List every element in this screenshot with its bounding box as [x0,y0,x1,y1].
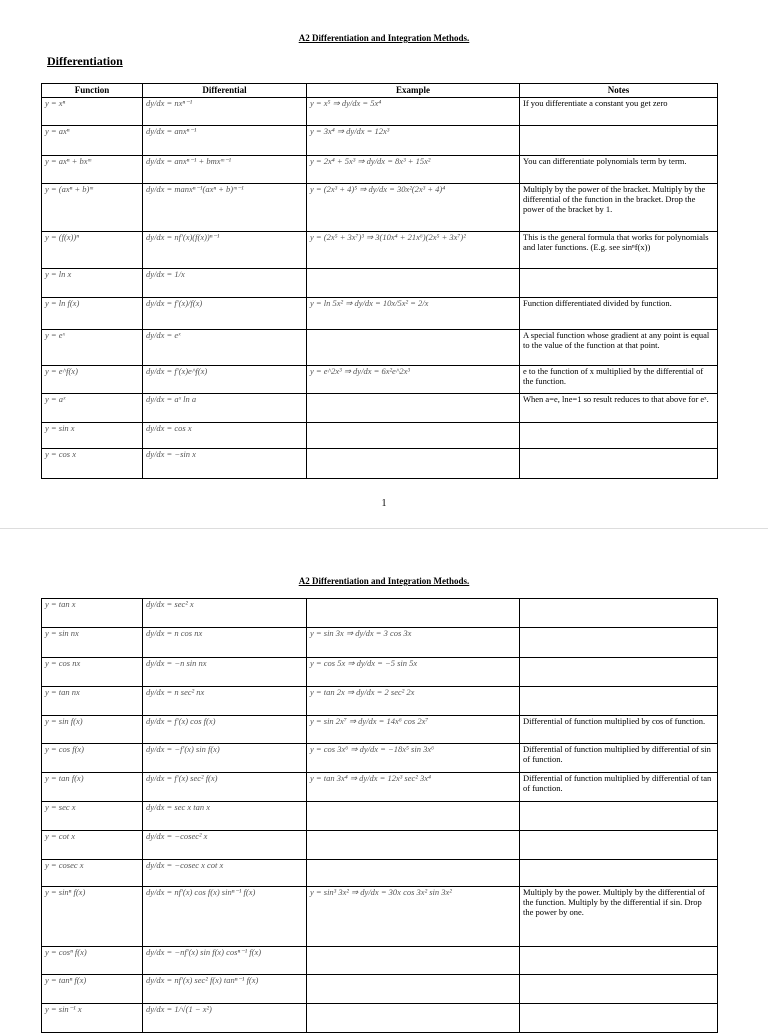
notes-cell: This is the general formula that works for polynomials and later functions. (E.g. see sinⁿf(x)) [520,232,718,269]
example-cell [307,449,520,479]
differential-cell: dy/dx = anxⁿ⁻¹ + bmxᵐ⁻¹ [143,156,307,184]
example-cell: y = e^2x³ ⇒ dy/dx = 6x²e^2x³ [307,366,520,394]
differentiation-table-continued [41,598,718,1033]
table-row [42,423,718,449]
table-row [42,947,718,975]
differential-cell: dy/dx = nxⁿ⁻¹ [143,98,307,126]
example-cell [307,860,520,887]
differential-cell: dy/dx = 1/√(1 − x²) [143,1004,307,1033]
column-header-notes: Notes [520,84,718,98]
example-cell [307,330,520,366]
function-cell: y = sin nx [42,628,143,658]
table-row [42,599,718,628]
example-cell: y = (2x³ + 4)⁵ ⇒ dy/dx = 30x²(2x³ + 4)⁴ [307,184,520,232]
table-row [42,628,718,658]
notes-cell [520,658,718,687]
table-row [42,658,718,687]
function-cell: y = cot x [42,831,143,860]
example-cell: y = sin³ 3x² ⇒ dy/dx = 30x cos 3x² sin 3x² [307,887,520,947]
differential-cell: dy/dx = manxⁿ⁻¹(axⁿ + b)ᵐ⁻¹ [143,184,307,232]
differential-cell: dy/dx = nf′(x) cos f(x) sinⁿ⁻¹ f(x) [143,887,307,947]
differential-cell: dy/dx = anxⁿ⁻¹ [143,126,307,156]
column-header-example: Example [307,84,520,98]
example-cell: y = tan 3x⁴ ⇒ dy/dx = 12x³ sec² 3x⁴ [307,773,520,802]
table-row [42,744,718,773]
example-cell: y = 2x⁴ + 5x³ ⇒ dy/dx = 8x³ + 15x² [307,156,520,184]
notes-cell: A special function whose gradient at any point is equal to the value of the function at that point. [520,330,718,366]
differential-cell: dy/dx = f′(x) cos f(x) [143,716,307,744]
differential-cell: dy/dx = nf′(x) sec² f(x) tanⁿ⁻¹ f(x) [143,975,307,1004]
example-cell [307,831,520,860]
differential-cell: dy/dx = n cos nx [143,628,307,658]
function-cell: y = (f(x))ⁿ [42,232,143,269]
function-cell: y = sinⁿ f(x) [42,887,143,947]
notes-cell [520,802,718,831]
example-cell [307,599,520,628]
table-row [42,1004,718,1033]
notes-cell [520,126,718,156]
differential-cell: dy/dx = sec x tan x [143,802,307,831]
table-row [42,975,718,1004]
notes-cell: You can differentiate polynomials term by term. [520,156,718,184]
table-row [42,298,718,330]
function-cell: y = sec x [42,802,143,831]
function-cell: y = xⁿ [42,98,143,126]
notes-cell: Multiply by the power. Multiply by the differential of the function. Multiply by the differential if sin. Drop the power by one. [520,887,718,947]
notes-cell [520,687,718,716]
table-row [42,716,718,744]
notes-cell [520,599,718,628]
differential-cell: dy/dx = −cosec² x [143,831,307,860]
differential-cell: dy/dx = f′(x)e^f(x) [143,366,307,394]
example-cell: y = (2x⁵ + 3x⁷)³ ⇒ 3(10x⁴ + 21x⁶)(2x⁵ + 3x⁷)² [307,232,520,269]
document-header: A2 Differentiation and Integration Methods. [298,576,470,586]
notes-cell [520,1004,718,1033]
differential-cell: dy/dx = nf′(x)(f(x))ⁿ⁻¹ [143,232,307,269]
table-row [42,394,718,423]
notes-cell: Differential of function multiplied by differential of sin of function. [520,744,718,773]
table-row [42,269,718,298]
example-cell: y = tan 2x ⇒ dy/dx = 2 sec² 2x [307,687,520,716]
notes-cell [520,269,718,298]
function-cell: y = tan nx [42,687,143,716]
notes-cell [520,975,718,1004]
example-cell [307,1004,520,1033]
table-row [42,860,718,887]
differential-cell: dy/dx = −nf′(x) sin f(x) cosⁿ⁻¹ f(x) [143,947,307,975]
function-cell: y = tan x [42,599,143,628]
differential-cell: dy/dx = sec² x [143,599,307,628]
function-cell: y = axⁿ [42,126,143,156]
notes-cell [520,423,718,449]
notes-cell [520,860,718,887]
table-row [42,687,718,716]
differential-cell: dy/dx = f′(x)/f(x) [143,298,307,330]
differential-cell: dy/dx = −sin x [143,449,307,479]
table-row [42,449,718,479]
function-cell: y = eˣ [42,330,143,366]
column-header-differential: Differential [143,84,307,98]
function-cell: y = tan f(x) [42,773,143,802]
notes-cell [520,628,718,658]
document-header: A2 Differentiation and Integration Methods. [298,33,470,43]
function-cell: y = sin⁻¹ x [42,1004,143,1033]
example-cell: y = sin 2x⁷ ⇒ dy/dx = 14x⁶ cos 2x⁷ [307,716,520,744]
function-cell: y = aˣ [42,394,143,423]
example-cell [307,269,520,298]
table-row [42,366,718,394]
function-cell: y = (axⁿ + b)ᵐ [42,184,143,232]
table-row [42,156,718,184]
example-cell [307,394,520,423]
differential-cell: dy/dx = cos x [143,423,307,449]
example-cell [307,975,520,1004]
function-cell: y = cos nx [42,658,143,687]
page-2 [0,528,768,1025]
table-row [42,330,718,366]
example-cell [307,802,520,831]
section-title: Differentiation [47,54,123,68]
notes-cell: Function differentiated divided by function. [520,298,718,330]
function-cell: y = e^f(x) [42,366,143,394]
table-row [42,887,718,947]
function-cell: y = tanⁿ f(x) [42,975,143,1004]
example-cell [307,423,520,449]
table-row [42,184,718,232]
table-body [42,98,718,479]
example-cell: y = cos 3x⁶ ⇒ dy/dx = −18x⁵ sin 3x⁶ [307,744,520,773]
notes-cell: Differential of function multiplied by cos of function. [520,716,718,744]
table-row [42,831,718,860]
differential-cell: dy/dx = aˣ ln a [143,394,307,423]
table-row [42,802,718,831]
example-cell: y = cos 5x ⇒ dy/dx = −5 sin 5x [307,658,520,687]
function-cell: y = ln x [42,269,143,298]
differential-cell: dy/dx = −f′(x) sin f(x) [143,744,307,773]
differential-cell: dy/dx = −cosec x cot x [143,860,307,887]
differential-cell: dy/dx = f′(x) sec² f(x) [143,773,307,802]
notes-cell [520,831,718,860]
example-cell [307,947,520,975]
table-row [42,126,718,156]
notes-cell: When a=e, lne=1 so result reduces to that above for eˣ. [520,394,718,423]
function-cell: y = cosec x [42,860,143,887]
notes-cell: If you differentiate a constant you get zero [520,98,718,126]
function-cell: y = ln f(x) [42,298,143,330]
example-cell: y = ln 5x² ⇒ dy/dx = 10x/5x² = 2/x [307,298,520,330]
differential-cell: dy/dx = n sec² nx [143,687,307,716]
column-header-function: Function [42,84,143,98]
function-cell: y = axⁿ + bxᵐ [42,156,143,184]
table-header-row [42,84,718,98]
function-cell: y = cos f(x) [42,744,143,773]
differential-cell: dy/dx = 1/x [143,269,307,298]
differential-cell: dy/dx = eˣ [143,330,307,366]
differential-cell: dy/dx = −n sin nx [143,658,307,687]
table-row [42,232,718,269]
function-cell: y = sin f(x) [42,716,143,744]
differentiation-table [41,83,718,479]
table-row [42,98,718,126]
notes-cell: Multiply by the power of the bracket. Multiply by the differential of the function in the bracket. Drop the power of the bracket by 1. [520,184,718,232]
function-cell: y = cos x [42,449,143,479]
notes-cell [520,449,718,479]
example-cell: y = x⁵ ⇒ dy/dx = 5x⁴ [307,98,520,126]
example-cell: y = sin 3x ⇒ dy/dx = 3 cos 3x [307,628,520,658]
function-cell: y = sin x [42,423,143,449]
notes-cell: e to the function of x multiplied by the differential of the function. [520,366,718,394]
example-cell: y = 3x⁴ ⇒ dy/dx = 12x³ [307,126,520,156]
table-body [42,599,718,1033]
notes-cell [520,947,718,975]
table-row [42,773,718,802]
notes-cell: Differential of function multiplied by differential of tan of function. [520,773,718,802]
page-number: 1 [381,498,387,509]
function-cell: y = cosⁿ f(x) [42,947,143,975]
